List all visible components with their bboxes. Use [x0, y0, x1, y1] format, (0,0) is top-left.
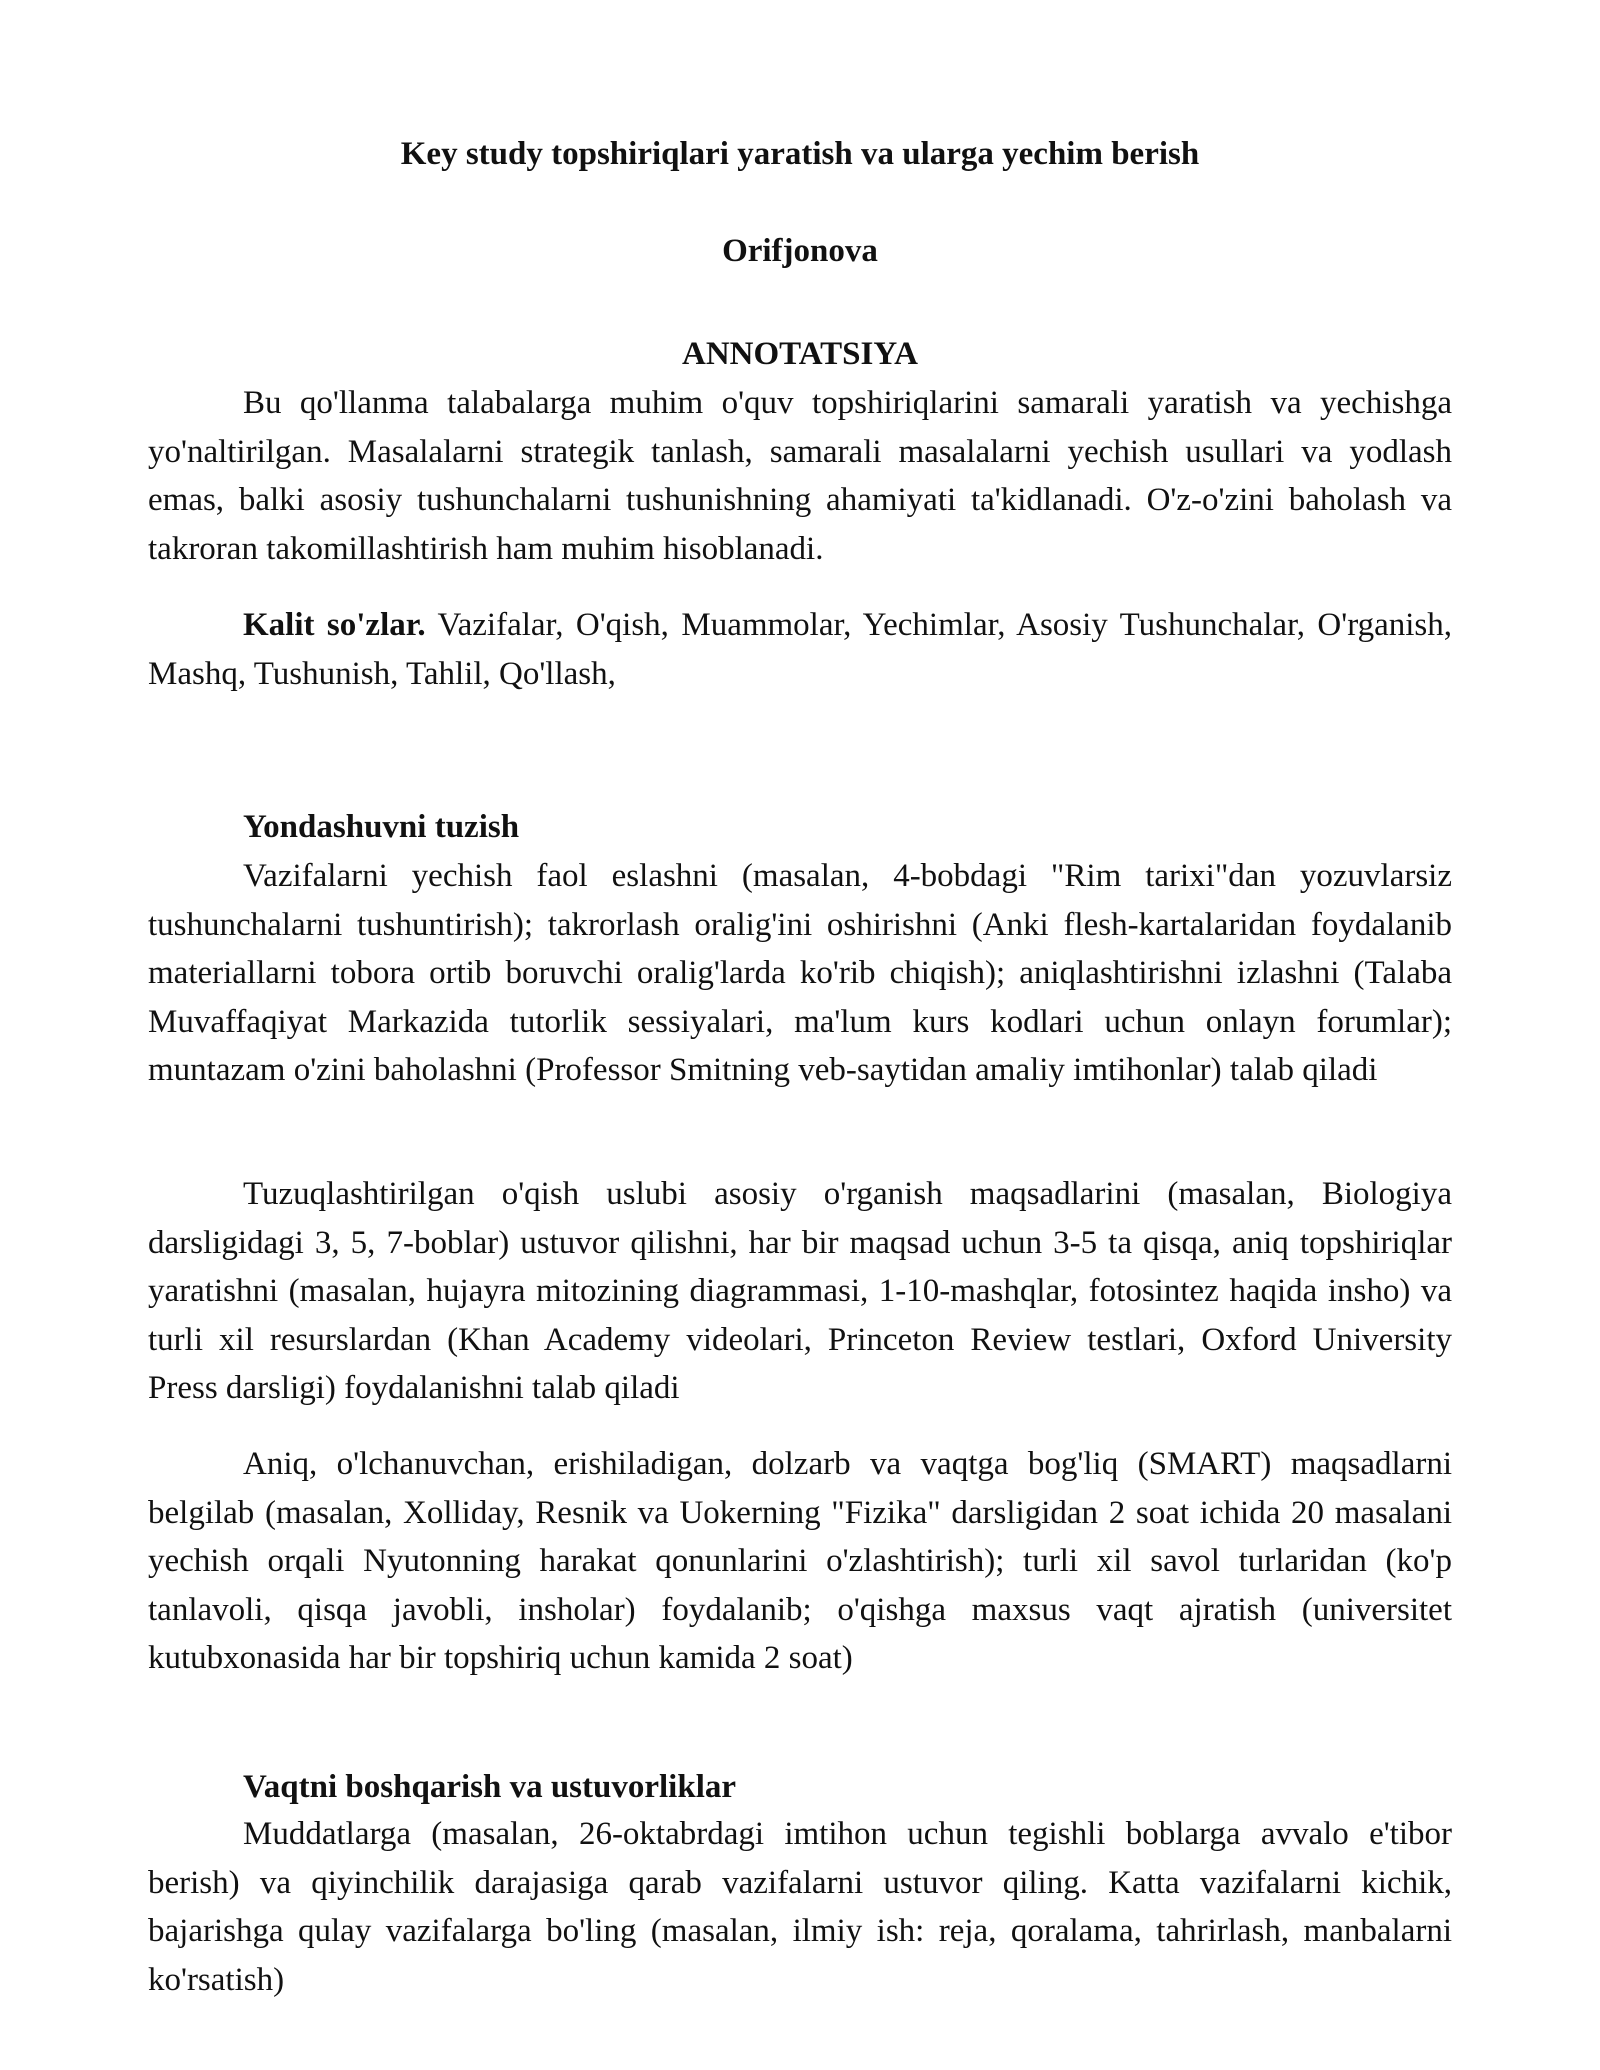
author-name: Orifjonova [722, 233, 878, 269]
keywords-list: Vazifalar, O'qish, Muammolar, Yechimlar, Asosiy Tushunchalar, O'rganish, Mashq, Tushunish, Tahlil, Qo'llash, [148, 607, 1452, 692]
keywords-label: Kalit so'zlar. [243, 607, 426, 643]
annotation-heading: ANNOTATSIYA [682, 336, 918, 372]
approach-paragraph-2: Tuzuqlashtirilgan o'qish uslubi asosiy o'rganish maqsadlarini (masalan, Biologiya darsligidagi 3, 5, 7-boblar) ustuvor qilishni, har bir maqsad uchun 3-5 ta qisqa, aniq topshiriqlar yaratishni (masalan, hujayra mitozining diagrammasi, 1-10-mashqlar, fotosintez haqida insho) va turli xil resurslardan (Khan Academy videolari, Princeton Review testlari, Oxford University Press darsligi) foydalanishni talab qiladi [148, 1176, 1452, 1406]
time-management-paragraph-1: Muddatlarga (masalan, 26-oktabrdagi imtihon uchun tegishli boblarga avvalo e'tibor berish) va qiyinchilik darajasiga qarab vazifalarni ustuvor qiling. Katta vazifalarni kichik, bajarishga qulay vazifalarga bo'ling (masalan, ilmiy ish: reja, qoralama, tahrirlash, manbalarni ko'rsatish) [148, 1816, 1452, 1998]
approach-paragraph-1: Vazifalarni yechish faol eslashni (masalan, 4-bobdagi "Rim tarixi"dan yozuvlarsiz tushunchalarni tushuntirish); takrorlash oralig'ini oshirishni (Anki flesh-kartalaridan foydalanib materiallarni tobora ortib boruvchi oralig'larda ko'rib chiqish); aniqlashtirishni izlashni (Talaba Muvaffaqiyat Markazida tutorlik sessiyalari, ma'lum kurs kodlari uchun onlayn forumlar); muntazam o'zini baholashni (Professor Smitning veb-saytidan amaliy imtihonlar) talab qiladi [148, 858, 1452, 1088]
section-heading-approach: Yondashuvni tuzish [243, 809, 520, 845]
annotation-paragraph: Bu qo'llanma talabalarga muhim o'quv topshiriqlarini samarali yaratish va yechishga yo'naltirilgan. Masalalarni strategik tanlash, samarali masalalarni yechish usullari va yodlash emas, balki asosiy tushunchalarni tushunishning ahamiyati ta'kidlanadi. O'z-o'zini baholash va takroran takomillashtirish ham muhim hisoblanadi. [148, 385, 1452, 567]
document-title: Key study topshiriqlari yaratish va ularga yechim berish [400, 136, 1200, 172]
approach-paragraph-3: Aniq, o'lchanuvchan, erishiladigan, dolzarb va vaqtga bog'liq (SMART) maqsadlarni belgilab (masalan, Xolliday, Resnik va Uokerning "Fizika" darsligidan 2 soat ichida 20 masalani yechish orqali Nyutonning harakat qonunlarini o'zlashtirish); turli xil savol turlaridan (ko'p tanlavoli, qisqa javobli, insholar) foydalanib; o'qishga maxsus vaqt ajratish (universitet kutubxonasida har bir topshiriq uchun kamida 2 soat) [148, 1446, 1452, 1676]
section-heading-time-management: Vaqtni boshqarish va ustuvorliklar [243, 1769, 737, 1805]
keywords-paragraph [148, 601, 1452, 698]
